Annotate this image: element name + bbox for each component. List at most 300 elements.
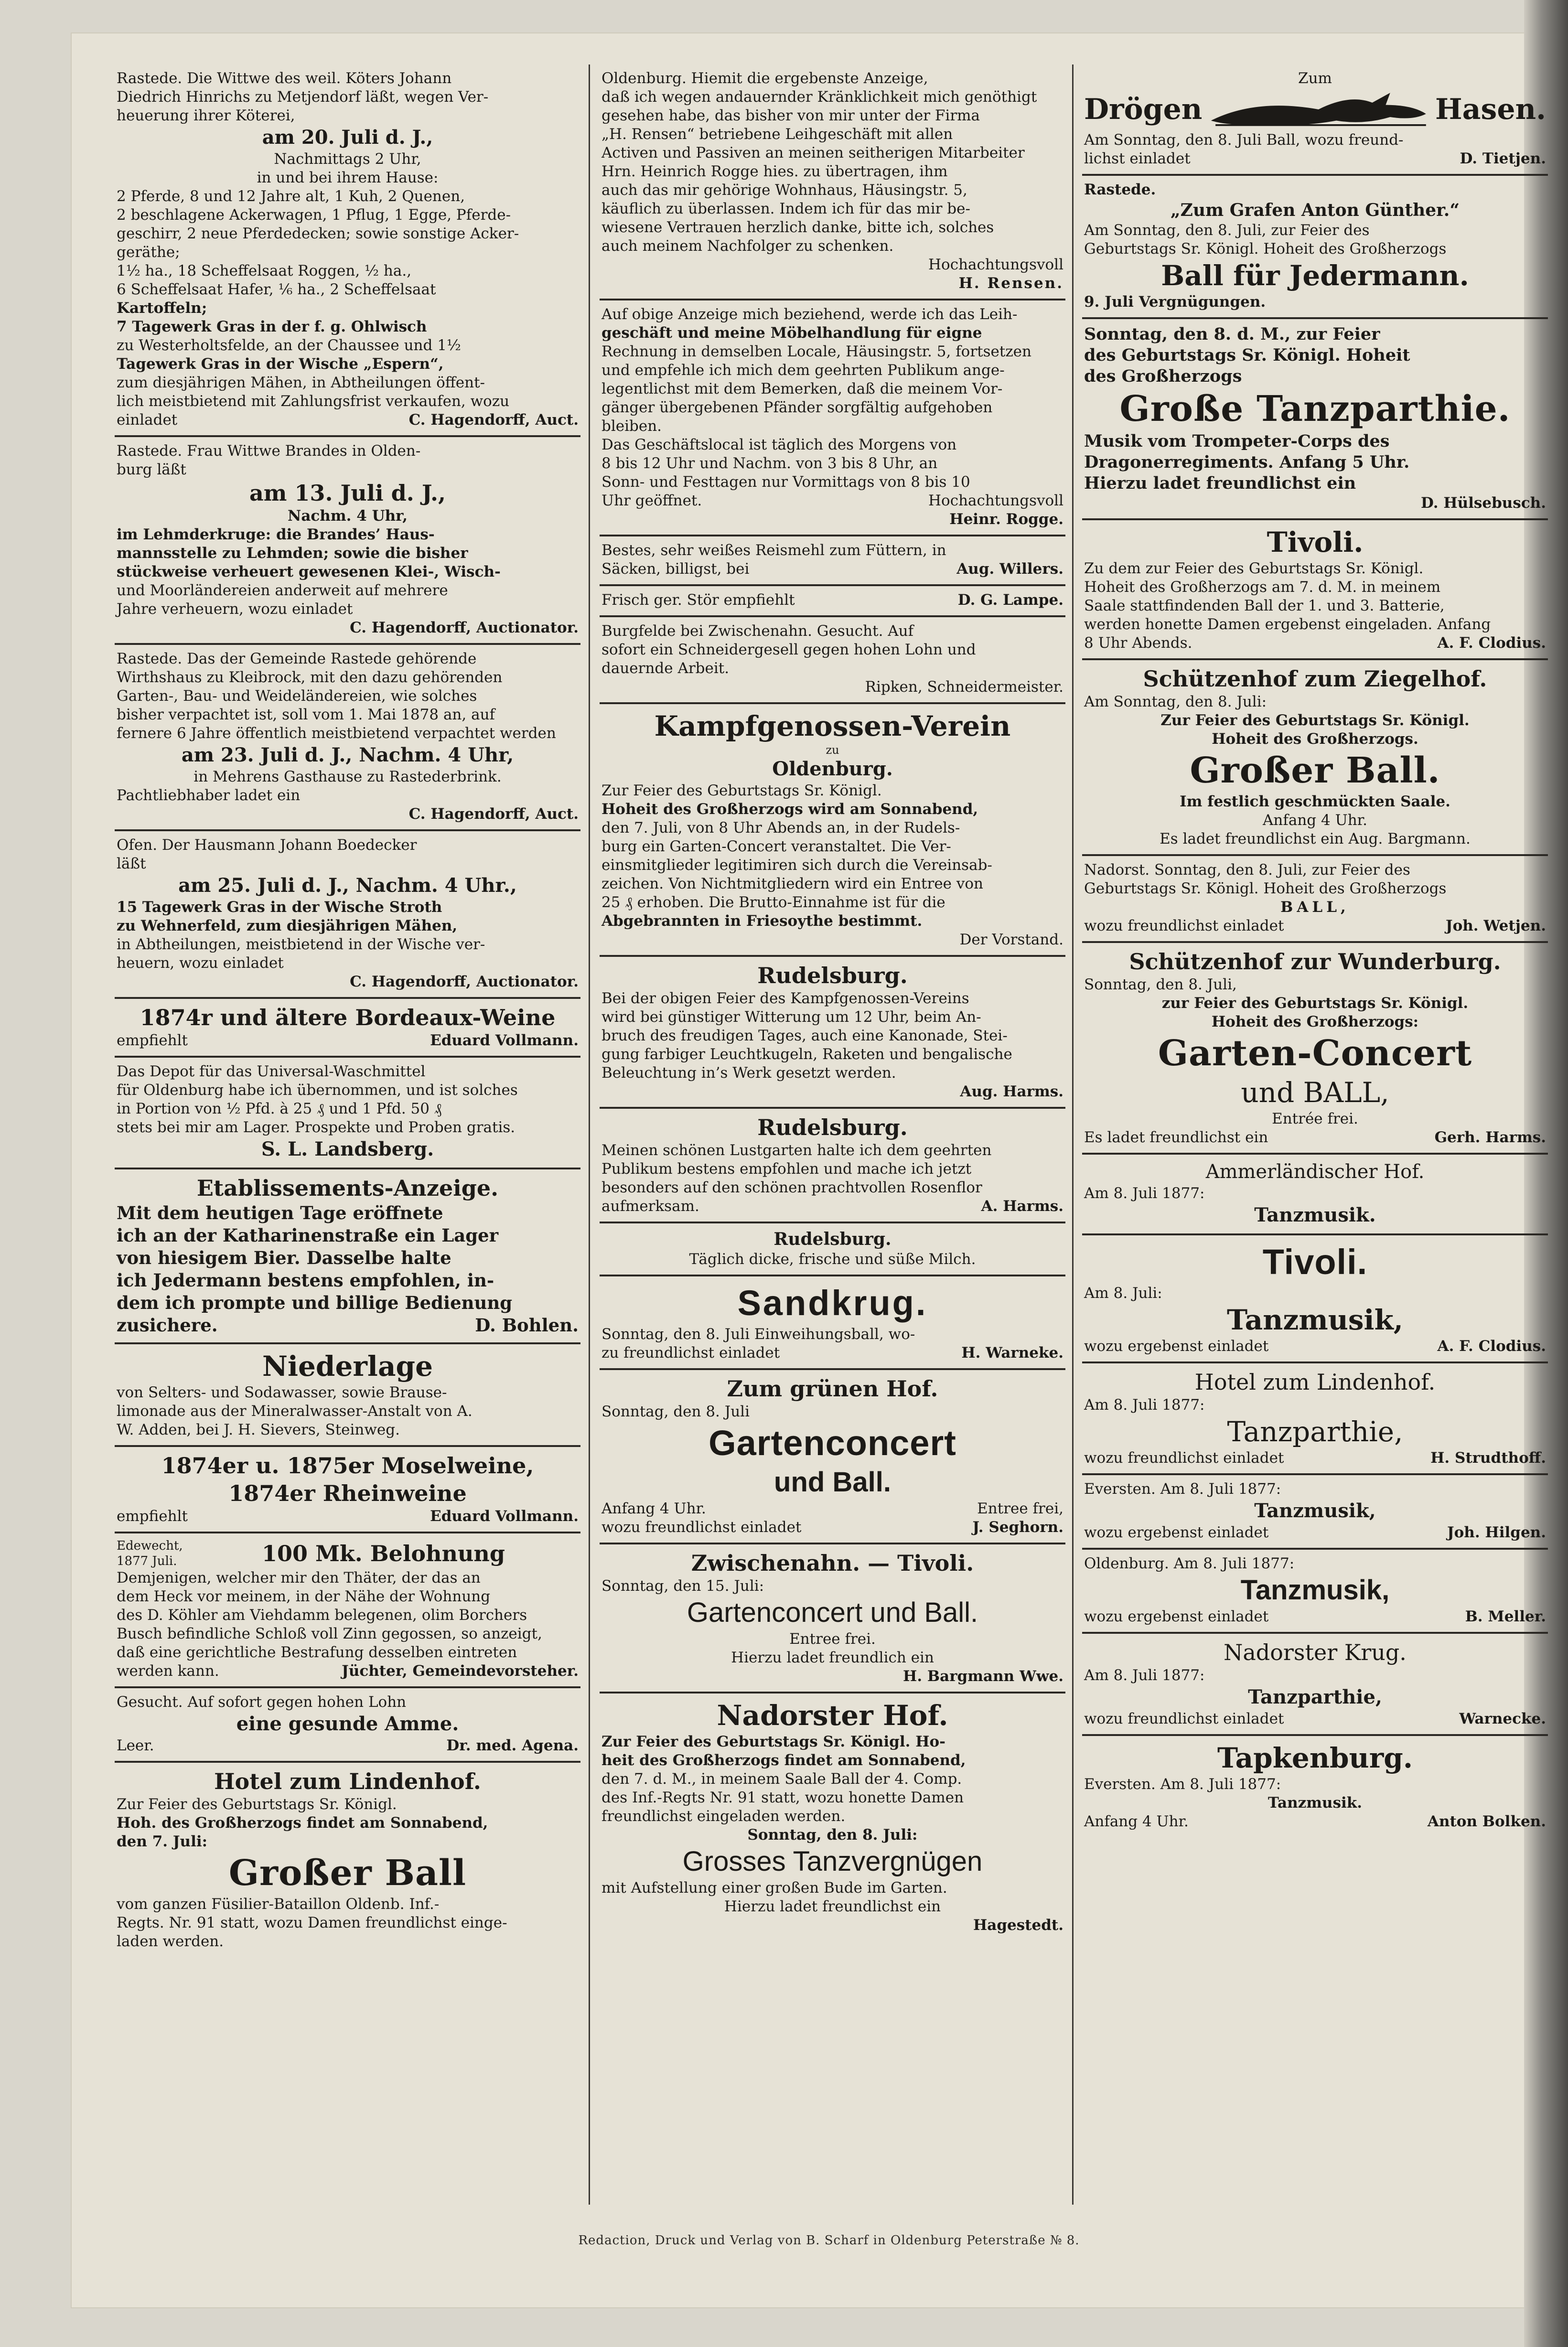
ad-line: einsmitglieder legitimiren sich durch die Vereinsab- [601, 857, 992, 874]
ad-line: wozu ergebenst einladet [1084, 1338, 1269, 1355]
ad-title: Rudelsburg. [757, 1115, 908, 1140]
ad-line: Diedrich Hinrichs zu Metjendorf läßt, wegen Ver- [117, 88, 489, 106]
ad-line: läßt [117, 855, 146, 872]
ad-title: 1874er u. 1875er Moselweine, [161, 1453, 534, 1479]
ad-title: Rudelsburg. [757, 963, 908, 988]
ad-line: geschäft und meine Möbelhandlung für eigne [601, 324, 982, 342]
ad-moselweine [115, 1447, 580, 1533]
ad-line: auch das mir gehörige Wohnhaus, Häusingstr. 5, [601, 182, 967, 199]
ad-title: Tivoli. [1267, 526, 1364, 558]
ad-signature: Anton Bolken. [1427, 1813, 1546, 1830]
ad-line: Am 8. Juli 1877: [1084, 1667, 1205, 1684]
ad-big-title: BALL, [1280, 899, 1350, 916]
ad-big-title: Tanzmusik. [1267, 1794, 1363, 1811]
ad-line: in Mehrens Gasthause zu Rastederbrink. [193, 768, 502, 785]
ad-date-headline: am 13. Juli d. J., [249, 480, 446, 506]
ad-line: gänger übergebenen Pfänder sorgfältig aufgehoben [601, 399, 993, 416]
ad-title: Etablissements-Anzeige. [196, 1175, 499, 1201]
ad-line: limonade aus der Mineralwasser-Anstalt von A. [117, 1403, 473, 1420]
ad-line: wozu freundlichst einladet [1084, 917, 1284, 934]
ad-line: zusichere. [117, 1315, 218, 1336]
ad-line: Oldenburg. Hiemit die ergebenste Anzeige, [601, 70, 928, 87]
ad-line: Anfang 4 Uhr. [601, 1500, 706, 1517]
ad-line: im Lehmderkruge: die Brandes’ Haus- [117, 526, 435, 543]
ad-signature: Dr. med. Agena. [446, 1737, 579, 1754]
ad-line: Rastede. Das der Gemeinde Rastede gehörende [117, 650, 477, 667]
ad-oldenburg-meller [1082, 1550, 1548, 1634]
ad-title: Zum grünen Hof. [727, 1376, 938, 1402]
ad-title: Hotel zum Lindenhof. [214, 1768, 481, 1794]
ad-line: ich Jedermann bestens empfohlen, in- [117, 1270, 494, 1291]
ad-line: Beleuchtung in’s Werk gesetzt werden. [601, 1064, 896, 1082]
ad-line: des Inf.-Regts Nr. 91 statt, wozu honette Damen [601, 1789, 964, 1806]
ad-line: Sonntag, den 8. Juli Einweihungsball, wo- [601, 1326, 915, 1343]
ad-line: Ofen. Der Hausmann Johann Boedecker [117, 836, 417, 854]
ad-big-title: Tanzparthie, [1248, 1686, 1382, 1708]
ad-stoer [600, 586, 1065, 617]
ad-title: Ammerländischer Hof. [1205, 1161, 1425, 1183]
ad-etablissement [115, 1169, 580, 1344]
ad-date-headline: am 25. Juli d. J., Nachm. 4 Uhr., [178, 874, 517, 897]
ad-signature: Ripken, Schneidermeister. [865, 678, 1063, 696]
ad-title-part: Drögen [1084, 93, 1203, 126]
ad-title: Kampfgenossen-Verein [654, 710, 1011, 742]
ad-signature: Aug. Harms. [960, 1083, 1063, 1100]
ad-signature: A. Harms. [981, 1198, 1063, 1215]
ad-line: von hiesigem Bier. Dasselbe halte [117, 1247, 451, 1268]
ad-signature: A. F. Clodius. [1437, 1338, 1546, 1355]
ad-subtitle: Oldenburg. [772, 758, 893, 780]
ad-zwischenahn-tivoli [600, 1544, 1065, 1693]
ad-line: daß eine gerichtliche Bestrafung desselben eintreten [117, 1644, 517, 1661]
hare-illustration [1202, 88, 1435, 131]
ad-big-title: Gartenconcert [709, 1423, 956, 1463]
ad-line: zeichen. Von Nichtmitgliedern wird ein Entree von [601, 875, 984, 892]
ad-tivoli-clodius [1082, 520, 1548, 660]
ad-graf-anton-guenther [1082, 176, 1548, 319]
ad-line: sofort ein Schneidergesell gegen hohen Lohn und [601, 641, 976, 658]
ad-big-title: Tanzmusik, [1240, 1575, 1390, 1606]
ad-line: gesehen habe, das bisher von mir unter der Firma [601, 107, 980, 124]
ad-line: vom ganzen Füsilier-Bataillon Oldenb. Inf.- [117, 1896, 440, 1913]
ad-eversten-hilgen [1082, 1475, 1548, 1550]
ad-line: in und bei ihrem Hause: [257, 169, 439, 186]
ad-line: Activen und Passiven an meinen seitherigen Mitarbeiter [601, 144, 1025, 161]
ad-reismehl [600, 536, 1065, 586]
ad-signature: A. F. Clodius. [1437, 634, 1546, 652]
ad-line: Tagewerk Gras in der Wische „Espern“, [117, 355, 444, 373]
ad-line: Zu dem zur Feier des Geburtstags Sr. Königl. [1084, 560, 1424, 577]
ad-big-title: Tanzparthie, [1227, 1415, 1403, 1448]
ad-line: freundlichst eingeladen werden. [601, 1808, 846, 1825]
ad-line: lich meistbietend mit Zahlungsfrist verkaufen, wozu [117, 393, 510, 410]
ad-line: „H. Rensen“ betriebene Leihgeschäft mit allen [601, 126, 953, 143]
ad-signature: J. Seghorn. [972, 1519, 1063, 1536]
ad-big-title: und Ball. [774, 1467, 891, 1498]
ad-line: Abgebrannten in Friesoythe bestimmt. [601, 912, 923, 930]
ad-date: 1877 Juli. [117, 1554, 177, 1568]
ad-big-title: Garten-Concert [1158, 1033, 1472, 1074]
ad-line: Hrn. Heinrich Rogge hies. zu übertragen, ihm [601, 163, 948, 180]
ad-sandkrug [600, 1276, 1065, 1370]
column-2 [600, 64, 1065, 1940]
ad-line: daß ich wegen andauernder Kränklichkeit mich genöthigt [601, 88, 1037, 106]
ad-line: einladet [117, 411, 178, 429]
ad-title: Schützenhof zum Ziegelhof. [1143, 666, 1487, 692]
ad-line: Dragonerregiments. Anfang 5 Uhr. [1084, 452, 1410, 472]
ad-title: Schützenhof zur Wunderburg. [1129, 949, 1501, 975]
ad-line: zu Wehnerfeld, zum diesjährigen Mähen, [117, 917, 458, 934]
ad-line: Eversten. Am 8. Juli 1877: [1084, 1480, 1281, 1498]
ad-line: 9. Juli Vergnügungen. [1084, 293, 1266, 311]
ad-line: aufmerksam. [601, 1198, 699, 1215]
ad-big-title: Ball für Jedermann. [1161, 259, 1469, 292]
ad-signature: Joh. Hilgen. [1447, 1524, 1546, 1541]
ad-line: bisher verpachtet ist, soll vom 1. Mai 1878 an, auf [117, 706, 495, 723]
ad-line: Oldenburg. Am 8. Juli 1877: [1084, 1555, 1295, 1572]
ad-line: von Selters- und Sodawasser, sowie Brause- [117, 1384, 447, 1401]
ad-line: Hoheit des Großherzogs wird am Sonnabend, [601, 801, 978, 818]
ad-rudelsburg-3 [600, 1223, 1065, 1276]
ad-schneidergesell [600, 617, 1065, 704]
ad-title: eine gesunde Amme. [236, 1713, 459, 1735]
ad-line: in Portion von ½ Pfd. à 25 ₰ und 1 Pfd. 50 ₰ [117, 1100, 442, 1117]
ad-nadorst-wetjen [1082, 856, 1548, 943]
ad-signature: Eduard Vollmann. [430, 1508, 579, 1525]
ad-metjendorf-auction [115, 64, 580, 437]
ad-line: wozu freundlichst einladet [1084, 1710, 1284, 1727]
ad-niederlage [115, 1344, 580, 1447]
ad-line: Garten-, Bau- und Weideländereien, wie solches [117, 687, 477, 705]
ad-line: besonders auf den schönen prachtvollen Rosenflor [601, 1179, 982, 1196]
ad-line: Zum [1298, 70, 1332, 87]
ad-signature: Heinr. Rogge. [949, 511, 1063, 528]
ad-line: Rastede. Die Wittwe des weil. Köters Johann [117, 70, 452, 87]
ad-line: dem Heck vor meinem, in der Nähe der Wohnung [117, 1588, 491, 1605]
ad-big-title: und BALL, [1241, 1076, 1389, 1109]
ad-line: Sonn- und Festtagen nur Vormittags von 8 bis 10 [601, 473, 970, 491]
ad-line: Hierzu ladet freundlich ein [731, 1649, 934, 1666]
ad-line: Zur Feier des Geburtstags Sr. Königl. Ho- [601, 1733, 946, 1750]
ad-line: Am Sonntag, den 8. Juli Ball, wozu freund- [1084, 131, 1404, 149]
ad-line: wozu freundlichst einladet [1084, 1449, 1284, 1467]
ad-line: werden honette Damen ergebenst eingeladen. Anfang [1084, 616, 1491, 633]
ad-title: Hotel zum Lindenhof. [1194, 1369, 1436, 1395]
ad-line: Musik vom Trompeter-Corps des [1084, 431, 1390, 451]
ad-line: Hochachtungsvoll [928, 492, 1063, 509]
ad-line: Nachmittags 2 Uhr, [274, 150, 421, 168]
ad-line: Rechnung in demselben Locale, Häusingstr. 5, fortsetzen [601, 343, 1031, 360]
ad-nadorster-krug [1082, 1634, 1548, 1736]
ad-line: Sonntag, den 15. Juli: [601, 1577, 764, 1595]
ad-line: burg läßt [117, 461, 186, 478]
ad-ammerlaendischer-hof [1082, 1155, 1548, 1235]
ad-tivoli-tanzmusik [1082, 1235, 1548, 1363]
ad-title: „Zum Grafen Anton Günther.“ [1170, 200, 1460, 220]
ad-signature: C. Hagendorff, Auct. [408, 411, 579, 429]
ad-title-part: Hasen. [1435, 93, 1546, 126]
ad-line: wozu ergebenst einladet [1084, 1524, 1269, 1541]
ad-line: Zur Feier des Geburtstags Sr. Königl. [601, 782, 882, 799]
ad-date-headline: am 20. Juli d. J., [262, 126, 433, 149]
ad-signature: Gerh. Harms. [1434, 1129, 1546, 1146]
ad-line: Frisch ger. Stör empfiehlt [601, 591, 795, 609]
ad-line: geräthe; [117, 244, 180, 261]
ad-signature: Hagestedt. [973, 1917, 1063, 1934]
ad-line: werden kann. [117, 1662, 219, 1680]
ad-amme [115, 1688, 580, 1763]
ad-big-title: Große Tanzparthie. [1119, 388, 1511, 429]
ad-line: heuern, wozu einladet [117, 954, 284, 972]
ad-line: wozu ergebenst einladet [1084, 1608, 1269, 1625]
ad-kleibrock-lease [115, 645, 580, 831]
ad-signature: Warnecke. [1459, 1710, 1546, 1727]
ad-title: Rudelsburg. [773, 1229, 891, 1249]
ad-line: Regts. Nr. 91 statt, wozu Damen freundlichst einge- [117, 1914, 507, 1931]
ad-line: ich an der Katharinenstraße ein Lager [117, 1225, 499, 1246]
ad-signature: Jüchter, Gemeindevorsteher. [342, 1662, 579, 1680]
ad-line: Am 8. Juli 1877: [1084, 1185, 1205, 1202]
ad-line: wird bei günstiger Witterung um 12 Uhr, beim An- [601, 1008, 981, 1026]
ad-line: fernere 6 Jahre öffentlich meistbietend verpachtet werden [117, 725, 556, 742]
ad-line: Sonntag, den 8. Juli [601, 1403, 750, 1420]
ad-line: Meinen schönen Lustgarten halte ich dem geehrten [601, 1142, 992, 1159]
ad-line: 7 Tagewerk Gras in der f. g. Ohlwisch [117, 318, 427, 335]
ad-line: Geburtstags Sr. Königl. Hoheit des Großherzogs [1084, 240, 1447, 257]
ad-signature: H. Warneke. [961, 1344, 1063, 1361]
imprint-footer: Redaction, Druck und Verlag von B. Scharf in Oldenburg Peterstraße № 8. [578, 2233, 1080, 2248]
ad-signature: C. Hagendorff, Auctionator. [350, 973, 579, 990]
ad-line: Das Depot für das Universal-Waschmittel [117, 1063, 426, 1080]
ad-line: 1½ ha., 18 Scheffelsaat Roggen, ½ ha., [117, 262, 412, 279]
ad-line: W. Adden, bei J. H. Sievers, Steinweg. [117, 1421, 400, 1438]
ad-line: den 7. d. M., in meinem Saale Ball der 4. Comp. [601, 1770, 962, 1788]
ad-line: käuflich zu überlassen. Indem ich für das mir be- [601, 200, 970, 217]
ad-signature: D. Bohlen. [475, 1315, 579, 1336]
ad-line: wiesene Vertrauen herzlich danke, bitte ich, solches [601, 219, 994, 236]
ad-big-title: Tanzmusik, [1227, 1304, 1403, 1336]
ad-line: Uhr geöffnet. [601, 492, 702, 509]
ad-title: Tapkenburg. [1217, 1742, 1413, 1774]
ad-line: geschirr, 2 neue Pferdedecken; sowie sonstige Acker- [117, 225, 519, 242]
ad-ofen-boedecker [115, 831, 580, 999]
ad-big-title: Tanzmusik, [1254, 1500, 1376, 1522]
ad-line: empfiehlt [117, 1032, 188, 1049]
ad-signature: D. Hülsebusch. [1420, 494, 1546, 512]
ad-title: Niederlage [262, 1350, 433, 1382]
ad-title: Zwischenahn. — Tivoli. [691, 1550, 974, 1576]
ad-line: Im festlich geschmückten Saale. [1180, 793, 1450, 810]
ad-date-headline: am 23. Juli d. J., Nachm. 4 Uhr, [181, 744, 514, 766]
ad-big-title: Tanzmusik. [1254, 1204, 1376, 1226]
ad-signature: H. Rensen. [958, 275, 1063, 292]
ad-line: Entrée frei. [1272, 1110, 1358, 1127]
ad-rudelsburg-1 [600, 957, 1065, 1109]
ad-line: Rastede. [1084, 181, 1156, 198]
ad-line: 2 Pferde, 8 und 12 Jahre alt, 1 Kuh, 2 Quenen, [117, 188, 465, 205]
ad-line: Säcken, billigst, bei [601, 560, 750, 578]
ad-line: Sonntag, den 8. Juli: [747, 1826, 918, 1843]
ad-ziegelhof [1082, 660, 1548, 856]
ad-line: zu [826, 743, 839, 757]
ad-line: Täglich dicke, frische und süße Milch. [689, 1251, 976, 1268]
ad-line: 25 ₰ erhoben. Die Brutto-Einnahme ist für die [601, 894, 945, 911]
ad-wunderburg [1082, 943, 1548, 1155]
ad-signature: H. Bargmann Wwe. [903, 1668, 1063, 1685]
ad-title: 1874r und ältere Bordeaux-Weine [140, 1005, 556, 1030]
ad-line: Hierzu ladet freundlichst ein [1084, 473, 1356, 493]
column-1 [115, 64, 580, 1957]
ad-line: Es ladet freundlichst ein Aug. Bargmann. [1160, 830, 1471, 847]
ad-big-title: Großer Ball. [1190, 750, 1440, 791]
column-rule-2 [1072, 64, 1074, 2205]
ad-line: mannsstelle zu Lehmden; sowie die bisher [117, 545, 468, 562]
ad-line: bruch des freudigen Tages, auch eine Kanonade, Stei- [601, 1027, 1008, 1044]
ad-big-title: Gartenconcert und Ball. [687, 1597, 978, 1628]
ad-waschmittel [115, 1058, 580, 1169]
ad-rensen [600, 64, 1065, 300]
ad-line: Bestes, sehr weißes Reismehl zum Füttern, in [601, 542, 946, 559]
ad-rudelsburg-2 [600, 1109, 1065, 1223]
ad-brandes-lehmden [115, 437, 580, 645]
ad-gruener-hof [600, 1370, 1065, 1544]
ad-line: Sonntag, den 8. Juli, [1084, 976, 1237, 993]
ad-title: 100 Mk. Belohnung [261, 1541, 505, 1566]
ad-line: Auf obige Anzeige mich beziehend, werde ich das Leih- [601, 306, 1018, 323]
ad-line: Entree frei. [789, 1630, 876, 1648]
ad-droegen-hasen [1082, 64, 1548, 176]
ad-line: Bei der obigen Feier des Kampfgenossen-Vereins [601, 990, 969, 1007]
ad-signature: Der Vorstand. [959, 931, 1063, 948]
ad-big-title: Grosses Tanzvergnügen [682, 1846, 983, 1877]
ad-signature: D. Tietjen. [1460, 150, 1546, 167]
ad-line: Rastede. Frau Wittwe Brandes in Olden- [117, 442, 421, 460]
ad-nadorster-hof [600, 1693, 1065, 1940]
ad-huelsebusch [1082, 319, 1548, 520]
ad-line: Zur Feier des Geburtstags Sr. Königl. [117, 1796, 397, 1813]
ad-tapkenburg [1082, 1736, 1548, 1837]
ad-line: Hierzu ladet freundlichst ein [724, 1898, 941, 1915]
ad-signature: C. Hagendorff, Auctionator. [350, 619, 579, 636]
ad-line: Eversten. Am 8. Juli 1877: [1084, 1776, 1281, 1793]
ad-line: des Großherzogs [1084, 366, 1242, 386]
ad-line: Am 8. Juli: [1084, 1285, 1162, 1302]
ad-signature: D. G. Lampe. [957, 591, 1063, 609]
ad-line: zur Feier des Geburtstags Sr. Königl. [1161, 995, 1469, 1012]
ad-line: 8 bis 12 Uhr und Nachm. von 3 bis 8 Uhr, an [601, 455, 938, 472]
ad-signature: H. Strudthoff. [1430, 1449, 1546, 1467]
ad-title: Tivoli. [1262, 1242, 1368, 1282]
ad-line: laden werden. [117, 1933, 224, 1950]
ad-line: empfiehlt [117, 1508, 188, 1525]
ad-title: 1874er Rheinweine [228, 1480, 467, 1506]
ad-line: wozu freundlichst einladet [601, 1519, 802, 1536]
ad-line: Gesucht. Auf sofort gegen hohen Lohn [117, 1693, 407, 1711]
ad-line: Kartoffeln; [117, 300, 207, 317]
ad-rogge [600, 300, 1065, 536]
ad-signature: S. L. Landsberg. [261, 1138, 434, 1160]
ad-line: und Moorländereien anderweit auf mehrere [117, 582, 448, 599]
ad-line: und empfehle ich mich dem geehrten Publikum ange- [601, 362, 1005, 379]
ad-line: Wirthshaus zu Kleibrock, mit den dazu gehörenden [117, 669, 503, 686]
ad-line: Hochachtungsvoll [928, 256, 1063, 273]
ad-line: gung farbiger Leuchtkugeln, Raketen und bengalische [601, 1046, 1012, 1063]
ad-title: Nadorster Hof. [717, 1699, 948, 1732]
ad-line: 2 beschlagene Ackerwagen, 1 Pflug, 1 Egge, Pferde- [117, 206, 511, 224]
ad-line: Am 8. Juli 1877: [1084, 1396, 1205, 1414]
ad-line: burg ein Garten-Concert veranstaltet. Die Ver- [601, 838, 951, 855]
ad-signature: Joh. Wetjen. [1445, 917, 1546, 934]
ad-line: zu Westerholtsfelde, an der Chaussee und 1½ [117, 337, 461, 354]
ad-line: Nachm. 4 Uhr, [287, 507, 408, 525]
ad-line: Publikum bestens empfohlen und mache ich jetzt [601, 1160, 972, 1178]
ad-line: Entree frei, [977, 1500, 1063, 1517]
ad-hotel-lindenhof [115, 1763, 580, 1957]
ad-line: stückweise verheuert gewesenen Klei-, Wisch- [117, 563, 501, 580]
ad-line: des Geburtstags Sr. Königl. Hoheit [1084, 345, 1410, 365]
ad-line: für Oldenburg habe ich übernommen, und ist solches [117, 1082, 518, 1099]
ad-line: Demjenigen, welcher mir den Thäter, der das an [117, 1569, 481, 1586]
ad-line: Nadorst. Sonntag, den 8. Juli, zur Feier des [1084, 861, 1410, 879]
ad-line: Burgfelde bei Zwischenahn. Gesucht. Auf [601, 622, 914, 640]
ad-line: dauernde Arbeit. [601, 660, 730, 677]
ad-line: Hoheit des Großherzogs am 7. d. M. in meinem [1084, 579, 1441, 596]
ad-signature: Aug. Willers. [956, 560, 1063, 578]
ad-line: Jahre verheuern, wozu einladet [117, 600, 353, 618]
ad-title: Nadorster Krug. [1224, 1640, 1407, 1665]
ad-line: Am Sonntag, den 8. Juli: [1084, 693, 1267, 710]
ad-line: Hoh. des Großherzogs findet am Sonnabend, [117, 1814, 488, 1832]
ad-belohnung [115, 1533, 580, 1688]
column-3 [1082, 64, 1548, 1837]
ad-line: Das Geschäftslocal ist täglich des Morgens von [601, 436, 957, 453]
ad-big-title: Großer Ball [228, 1853, 467, 1894]
ad-line: Mit dem heutigen Tage eröffnete [117, 1202, 443, 1223]
ad-line: stets bei mir am Lager. Prospekte und Proben gratis. [117, 1119, 516, 1136]
ad-line: Busch befindliche Schloß voll Zinn gegossen, so anzeigt, [117, 1625, 542, 1642]
ad-line: 8 Uhr Abends. [1084, 634, 1192, 652]
ad-line: zum diesjährigen Mähen, in Abtheilungen öffent- [117, 374, 485, 391]
ad-lindenhof-strudthoff [1082, 1363, 1548, 1475]
ad-line: bleiben. [601, 418, 662, 435]
ad-place: Edewecht, [117, 1539, 183, 1553]
ad-line: heuerung ihrer Köterei, [117, 107, 295, 124]
ad-line: Geburtstags Sr. Königl. Hoheit des Großherzogs [1084, 880, 1447, 897]
ad-line: 6 Scheffelsaat Hafer, ⅙ ha., 2 Scheffelsaat [117, 281, 436, 298]
ad-line: Zur Feier des Geburtstags Sr. Königl. [1160, 712, 1470, 729]
column-rule-1 [589, 64, 590, 2205]
ad-line: Am Sonntag, den 8. Juli, zur Feier des [1084, 222, 1370, 239]
ad-kampfgenossen [600, 704, 1065, 957]
ad-line: lichst einladet [1084, 150, 1191, 167]
ad-line: Leer. [117, 1737, 154, 1754]
ad-line: Anfang 4 Uhr. [1084, 1813, 1189, 1830]
ad-line: den 7. Juli, von 8 Uhr Abends an, in der Rudels- [601, 819, 960, 836]
ad-title: Sandkrug. [737, 1283, 928, 1323]
ad-line: mit Aufstellung einer großen Bude im Garten. [601, 1879, 947, 1897]
ad-bordeaux-weine [115, 999, 580, 1058]
ad-line: in Abtheilungen, meistbietend in der Wische ver- [117, 936, 485, 953]
ad-line: des D. Köhler am Viehdamm belegenen, olim Borchers [117, 1607, 527, 1624]
ad-line: heit des Großherzogs findet am Sonnabend, [601, 1752, 966, 1769]
ad-line: auch meinem Nachfolger zu schenken. [601, 237, 894, 255]
ad-line: Sonntag, den 8. d. M., zur Feier [1084, 324, 1380, 344]
ad-line: Es ladet freundlichst ein [1084, 1129, 1268, 1146]
ad-signature: B. Meller. [1465, 1608, 1546, 1625]
ad-signature: C. Hagendorff, Auct. [408, 805, 579, 823]
ad-line: den 7. Juli: [117, 1833, 208, 1850]
ad-line: Anfang 4 Uhr. [1263, 812, 1367, 829]
